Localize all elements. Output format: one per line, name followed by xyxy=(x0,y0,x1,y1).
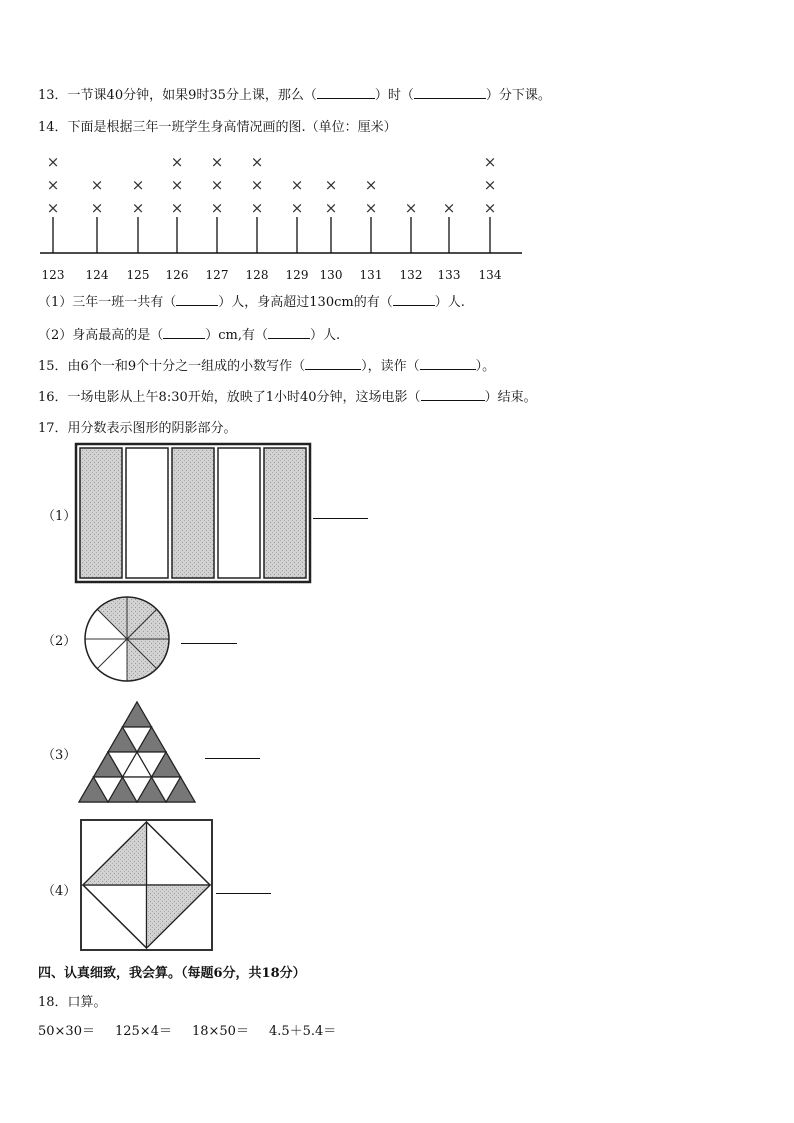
mark-131-2: × xyxy=(364,176,378,194)
mark-134-2: × xyxy=(483,176,497,194)
q17-answer-line-2[interactable] xyxy=(181,643,237,644)
q18-item-1: 50×30＝ xyxy=(38,1024,95,1039)
q14-blank-over130[interactable] xyxy=(393,293,435,306)
q17-answer-line-3[interactable] xyxy=(205,758,260,759)
q13-text-b: ）时（ xyxy=(374,88,414,103)
strip-shaded-2 xyxy=(172,448,214,578)
q14-sub1-c: ）人. xyxy=(434,295,465,310)
mark-125-1: × xyxy=(131,199,145,217)
tick-label-128: 128 xyxy=(245,268,269,282)
question-16 xyxy=(38,386,537,405)
tick-label-130: 130 xyxy=(319,268,343,282)
q15-text-a: 15．由6个一和9个十分之一组成的小数写作（ xyxy=(38,359,306,374)
q14-sub2-c: ）人. xyxy=(310,328,341,343)
tick-label-133: 133 xyxy=(437,268,461,282)
mark-128-1: × xyxy=(250,199,264,217)
q17-label-2: （2） xyxy=(42,634,77,649)
q14-blank-total[interactable] xyxy=(176,293,218,306)
q17-label-1: （1） xyxy=(42,509,77,524)
mark-132-1: × xyxy=(404,199,418,217)
mark-125-2: × xyxy=(131,176,145,194)
question-17-title: 17．用分数表示图形的阴影部分。 xyxy=(38,421,237,436)
q17-figure-square xyxy=(78,817,216,953)
mark-127-1: × xyxy=(210,199,224,217)
q18-item-3: 18×50＝ xyxy=(191,1024,249,1039)
q15-blank-read[interactable] xyxy=(420,357,476,370)
strip-shaded-3 xyxy=(264,448,306,578)
q14-sub1-a: （1）三年一班一共有（ xyxy=(38,295,177,310)
q14-sub2-b: ）cm,有（ xyxy=(205,328,269,343)
question-14-sub2 xyxy=(38,324,340,343)
tick-label-134: 134 xyxy=(478,268,502,282)
mark-123-2: × xyxy=(46,176,60,194)
q14-blank-tallest[interactable] xyxy=(163,326,205,339)
mark-126-2: × xyxy=(170,176,184,194)
q15-text-b: ），读作（ xyxy=(361,359,420,374)
q16-text-b: ）结束。 xyxy=(484,390,537,405)
q17-label-3: （3） xyxy=(42,748,77,763)
q15-blank-write[interactable] xyxy=(305,357,361,370)
mark-128-3: × xyxy=(250,153,264,171)
q15-text-c: ）。 xyxy=(475,359,496,374)
mark-134-1: × xyxy=(483,199,497,217)
q16-text-a: 16．一场电影从上午8:30开始，放映了1小时40分钟，这场电影（ xyxy=(38,390,421,405)
mark-123-3: × xyxy=(46,153,60,171)
question-18-items xyxy=(38,1020,336,1039)
q17-figure-circle xyxy=(80,594,176,684)
tick-label-131: 131 xyxy=(359,268,383,282)
q16-blank-end[interactable] xyxy=(421,388,485,401)
q13-blank-minute[interactable] xyxy=(414,86,486,99)
height-dot-plot xyxy=(0,145,794,290)
mark-126-1: × xyxy=(170,199,184,217)
mark-128-2: × xyxy=(250,176,264,194)
mark-130-1: × xyxy=(324,199,338,217)
mark-133-1: × xyxy=(442,199,456,217)
mark-124-2: × xyxy=(90,176,104,194)
question-14-title: 14．下面是根据三年一班学生身高情况画的图.（单位：厘米） xyxy=(38,120,397,135)
tick-label-129: 129 xyxy=(285,268,309,282)
section-4-title: 四、认真细致，我会算。（每题6分，共18分） xyxy=(38,966,306,981)
mark-130-2: × xyxy=(324,176,338,194)
tick-label-126: 126 xyxy=(165,268,189,282)
mark-131-1: × xyxy=(364,199,378,217)
q17-figure-triangle xyxy=(78,700,198,804)
question-18-title: 18．口算。 xyxy=(38,995,107,1010)
tick-label-132: 132 xyxy=(399,268,423,282)
q18-item-2: 125×4＝ xyxy=(114,1024,172,1039)
mark-127-2: × xyxy=(210,176,224,194)
q13-text-c: ）分下课。 xyxy=(485,88,551,103)
tick-label-124: 124 xyxy=(85,268,109,282)
strip-shaded-1 xyxy=(80,448,122,578)
q13-text-a: 13．一节课40分钟，如果9时35分上课，那么（ xyxy=(38,88,317,103)
q14-sub1-b: ）人，身高超过130cm的有（ xyxy=(218,295,393,310)
mark-134-3: × xyxy=(483,153,497,171)
mark-129-1: × xyxy=(290,199,304,217)
q14-sub2-a: （2）身高最高的是（ xyxy=(38,328,164,343)
mark-123-1: × xyxy=(46,199,60,217)
mark-124-1: × xyxy=(90,199,104,217)
tick-label-123: 123 xyxy=(41,268,65,282)
q17-figure-strips xyxy=(74,442,314,586)
q17-answer-line-4[interactable] xyxy=(216,893,271,894)
tick-label-125: 125 xyxy=(126,268,150,282)
mark-129-2: × xyxy=(290,176,304,194)
question-13 xyxy=(38,84,551,103)
q18-item-4: 4.5＋5.4＝ xyxy=(268,1024,337,1039)
tick-label-127: 127 xyxy=(205,268,229,282)
mark-127-3: × xyxy=(210,153,224,171)
mark-126-3: × xyxy=(170,153,184,171)
q17-label-4: （4） xyxy=(42,884,77,899)
q17-answer-line-1[interactable] xyxy=(313,518,368,519)
question-15 xyxy=(38,355,495,374)
question-14-sub1 xyxy=(38,291,465,310)
q13-blank-hour[interactable] xyxy=(317,86,375,99)
q14-blank-tallest-count[interactable] xyxy=(268,326,310,339)
